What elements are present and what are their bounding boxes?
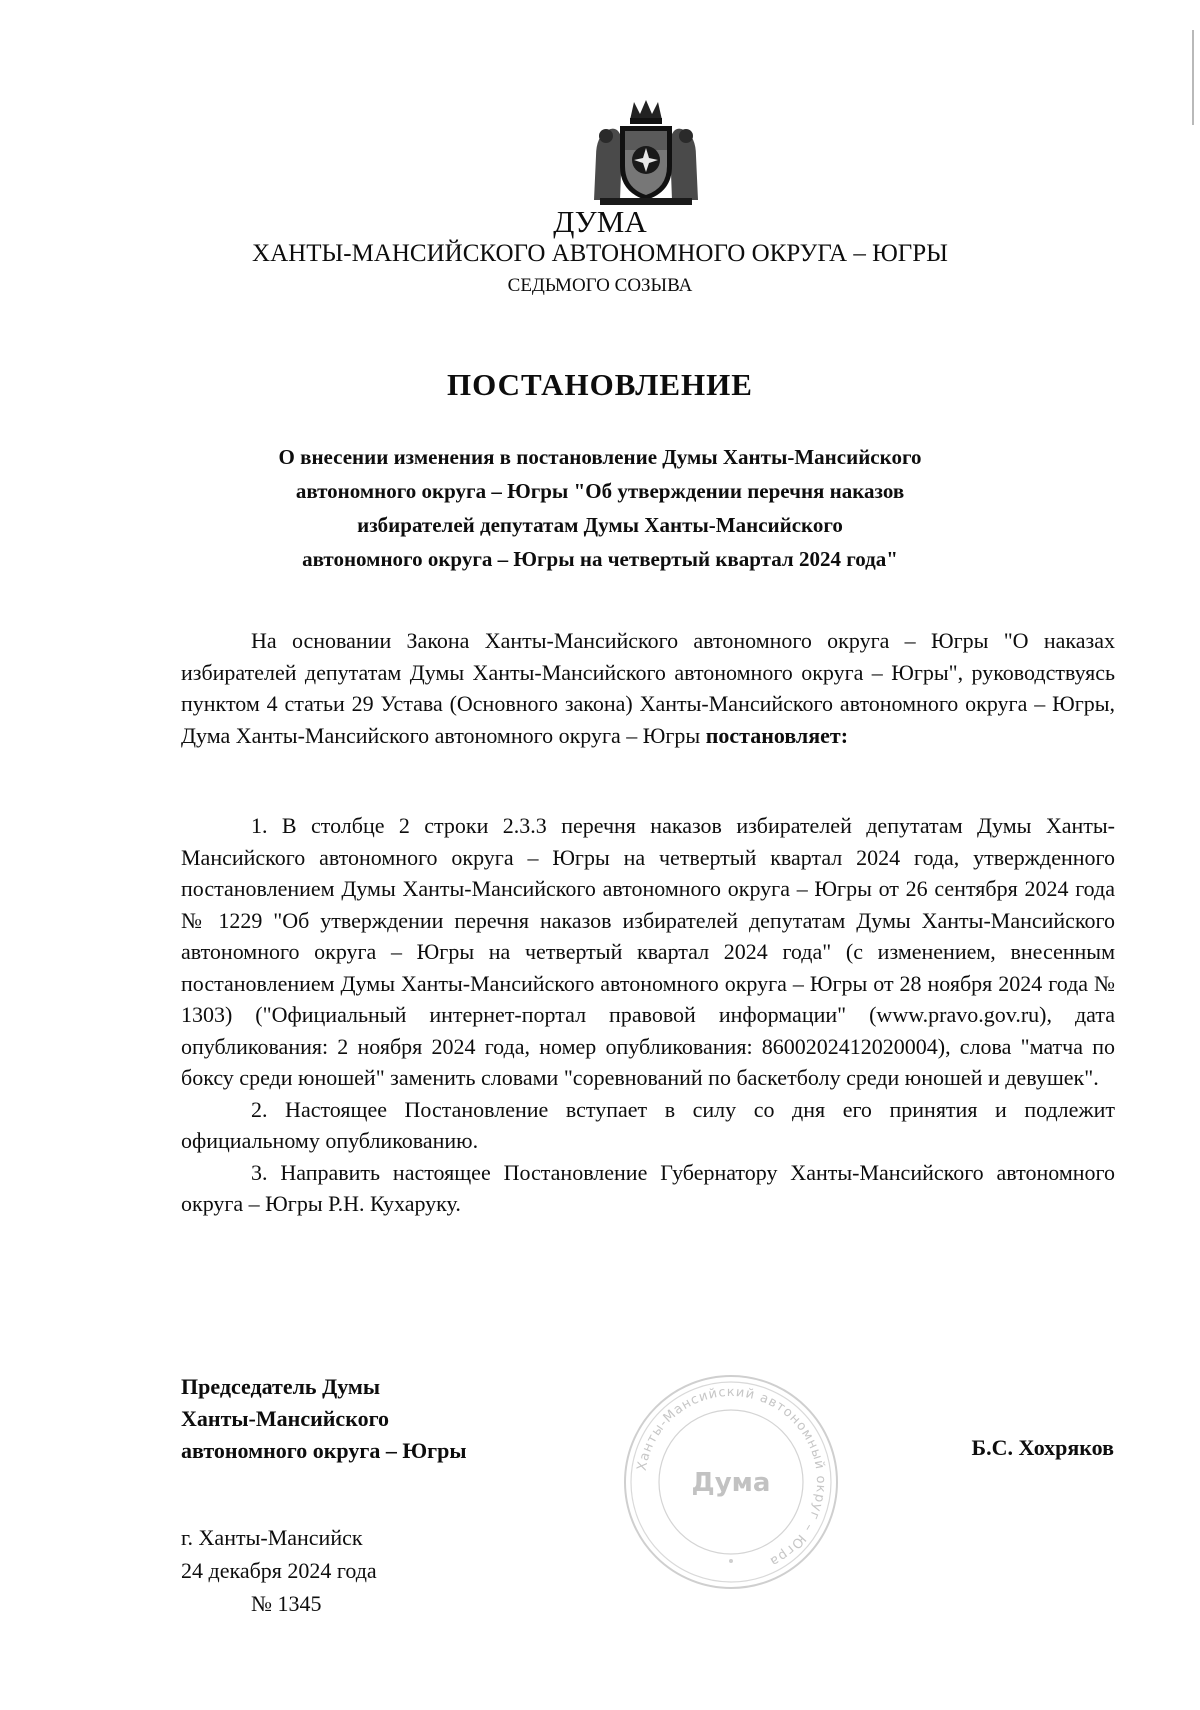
preamble-paragraph bbox=[181, 625, 1115, 751]
resolution-item: 1. В столбце 2 строки 2.3.3 перечня наказов избирателей депутатам Думы Ханты-Мансийского автономного округа – Югры на четвертый квартал 2024 года, утвержденного постановлением Думы Ханты-Мансийского автономного округа – Югры от 26 сентября 2024 года № 1229 "Об утверждении перечня наказов избирателей депутатам Думы Ханты-Мансийского автономного округа – Югры на четвертый квартал 2024 года" (с изменением, внесенным постановлением Думы Ханты-Мансийского автономного округа – Югры от 28 ноября 2024 года № 1303) ("Официальный интернет-портал правовой информации" (www.pravo.gov.ru), дата опубликования: 2 ноября 2024 года, номер опубликования: 8600202412020004), слова "матча по боксу среди юношей" заменить словами "соревнований по баскетболу среди юношей и девушек". bbox=[181, 813, 1115, 1090]
issue-city: г. Ханты-Мансийск bbox=[181, 1525, 363, 1550]
subject-line: О внесении изменения в постановление Думы Ханты-Мансийского bbox=[278, 445, 922, 469]
preamble-text: На основании Закона Ханты-Мансийского автономного округа – Югры "О наказах избирателей депутатам Думы Ханты-Мансийского автономного округа – Югры", руководствуясь пунктом 4 статьи 29 Устава (Основного закона) Ханты-Мансийского автономного округа – Югры, Дума Ханты-Мансийского автономного округа – Югры bbox=[181, 628, 1115, 748]
issue-date: 24 декабря 2024 года bbox=[181, 1558, 377, 1583]
official-seal-stamp bbox=[620, 1371, 842, 1593]
signatory-position bbox=[181, 1371, 467, 1467]
subject-line: автономного округа – Югры "Об утверждении перечня наказов bbox=[295, 479, 905, 503]
resolution-item: 3. Направить настоящее Постановление Губернатору Ханты-Мансийского автономного округа – Югры Р.Н. Кухаруку. bbox=[181, 1159, 1115, 1216]
signatory-position-line: Ханты-Мансийского bbox=[181, 1406, 390, 1431]
document-number: № 1345 bbox=[251, 1591, 322, 1616]
org-title: ДУМА bbox=[553, 204, 647, 239]
preamble-resolves: постановляет: bbox=[705, 722, 849, 748]
document-subject bbox=[0, 440, 1200, 576]
subject-line: автономного округа – Югры на четвертый квартал 2024 года" bbox=[302, 547, 898, 571]
document-type-heading: ПОСТАНОВЛЕНИЕ bbox=[447, 367, 753, 402]
preamble bbox=[181, 625, 1115, 751]
document-footer bbox=[181, 1521, 377, 1620]
signatory-position-line: автономного округа – Югры bbox=[181, 1438, 467, 1463]
org-subtitle: ХАНТЫ-МАНСИЙСКОГО АВТОНОМНОГО ОКРУГА – ЮГРЫ bbox=[252, 240, 948, 267]
org-convocation: СЕДЬМОГО СОЗЫВА bbox=[507, 275, 693, 296]
signatory-name: Б.С. Хохряков bbox=[971, 1435, 1114, 1460]
signatory-position-line: Председатель Думы bbox=[181, 1374, 381, 1399]
svg-text:Ханты-Мансийский автономный ок: Ханты-Мансийский автономный округ – Югра bbox=[634, 1384, 829, 1570]
subject-line: избирателей депутатам Думы Ханты-Мансийского bbox=[357, 513, 843, 537]
resolution-item: 2. Настоящее Постановление вступает в силу со дня его принятия и подлежит официальному опубликованию. bbox=[181, 1096, 1115, 1153]
scan-edge-line bbox=[1192, 30, 1194, 125]
svg-text:Дума: Дума bbox=[691, 1468, 771, 1498]
coat-of-arms-icon bbox=[590, 96, 702, 208]
resolution-items bbox=[181, 810, 1115, 1220]
